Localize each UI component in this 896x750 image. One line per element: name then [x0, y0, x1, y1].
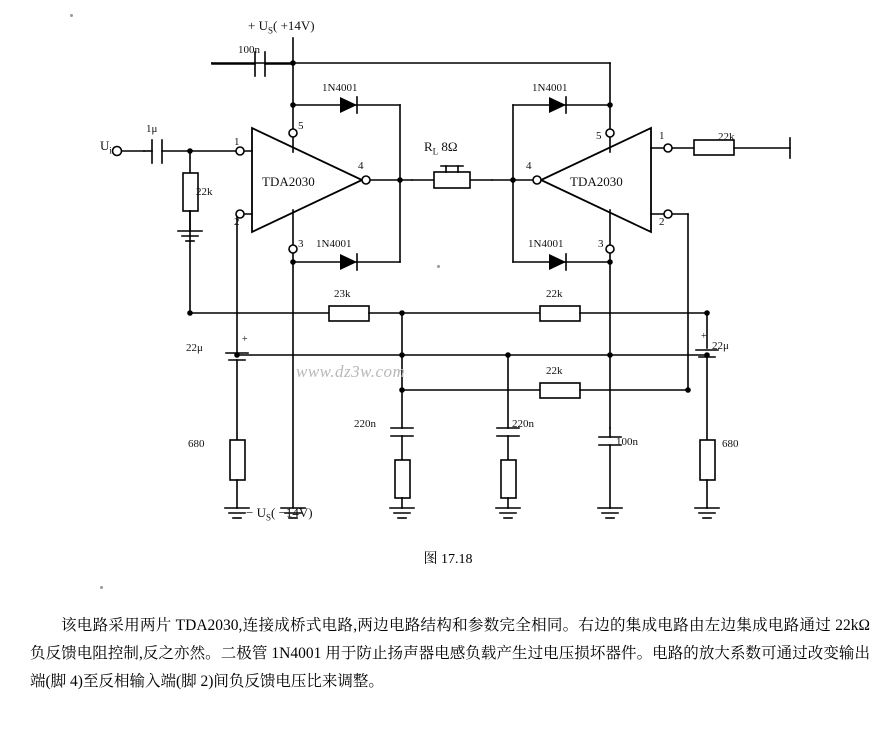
label-ic-left: TDA2030 [262, 174, 315, 189]
label-feedback-22k-mid: 22k [546, 288, 563, 300]
label-220n-mid: 220n [512, 418, 534, 430]
label-680-left: 680 [188, 438, 205, 450]
label-220n-left: 220n [354, 418, 376, 430]
polarity-left: + [242, 334, 248, 345]
label-cap-22u-right: 22μ [712, 340, 729, 352]
pin-right-3: 3 [598, 238, 604, 250]
polarity-right: + [701, 331, 707, 342]
pin-right-4: 4 [526, 160, 532, 172]
pin-right-5: 5 [596, 130, 602, 142]
pin-left-1: 1 [234, 136, 240, 148]
label-decouple-top: 100n [238, 44, 260, 56]
label-680-right: 680 [722, 438, 739, 450]
label-diode-top-left: 1N4001 [322, 82, 358, 94]
label-feedback-22k-left: 23k [334, 288, 351, 300]
label-input-cap: 1μ [146, 123, 158, 135]
label-cap-22u-left: 22μ [186, 342, 203, 354]
label-diode-top-right: 1N4001 [532, 82, 568, 94]
figure-caption: 图 17.18 [423, 552, 473, 567]
label-load: $R_L$ 8Ω [424, 139, 458, 157]
watermark: www.dz3w.com [296, 362, 406, 381]
label-ic-right: TDA2030 [570, 174, 623, 189]
label-positive-supply: + $U_S( +14V)$ [248, 18, 315, 36]
description-paragraph: 该电路采用两片 TDA2030,连接成桥式电路,两边电路结构和参数完全相同。右边的集成电路由左边集成电路通过 22kΩ 负反馈电阻控制,反之亦然。二极管 1N4001 用于防止扬声器电感负载产生过电压损坏器件。电路的放大系数可通过改变输出端(脚 4)至反相输入端(脚 2)间负反馈电压比来调整。 [30, 617, 870, 690]
label-diode-bottom-left: 1N4001 [316, 238, 352, 250]
label-diode-bottom-right: 1N4001 [528, 238, 564, 250]
pin-left-3: 3 [298, 238, 304, 250]
label-input-resistor: 22k [196, 186, 213, 198]
description-text [30, 612, 870, 696]
pin-left-2: 2 [234, 216, 240, 228]
pin-left-5: 5 [298, 120, 304, 132]
pin-left-4: 4 [358, 160, 364, 172]
label-feedback-22k-low: 22k [546, 365, 563, 377]
label-input: $U_i$ [100, 138, 112, 156]
label-negative-supply: − $U_S( -14V)$ [246, 505, 313, 523]
pin-right-1: 1 [659, 130, 665, 142]
pin-right-2: 2 [659, 216, 665, 228]
label-100n-bottom: 100n [616, 436, 638, 448]
label-22k-right: 22k [718, 131, 735, 143]
